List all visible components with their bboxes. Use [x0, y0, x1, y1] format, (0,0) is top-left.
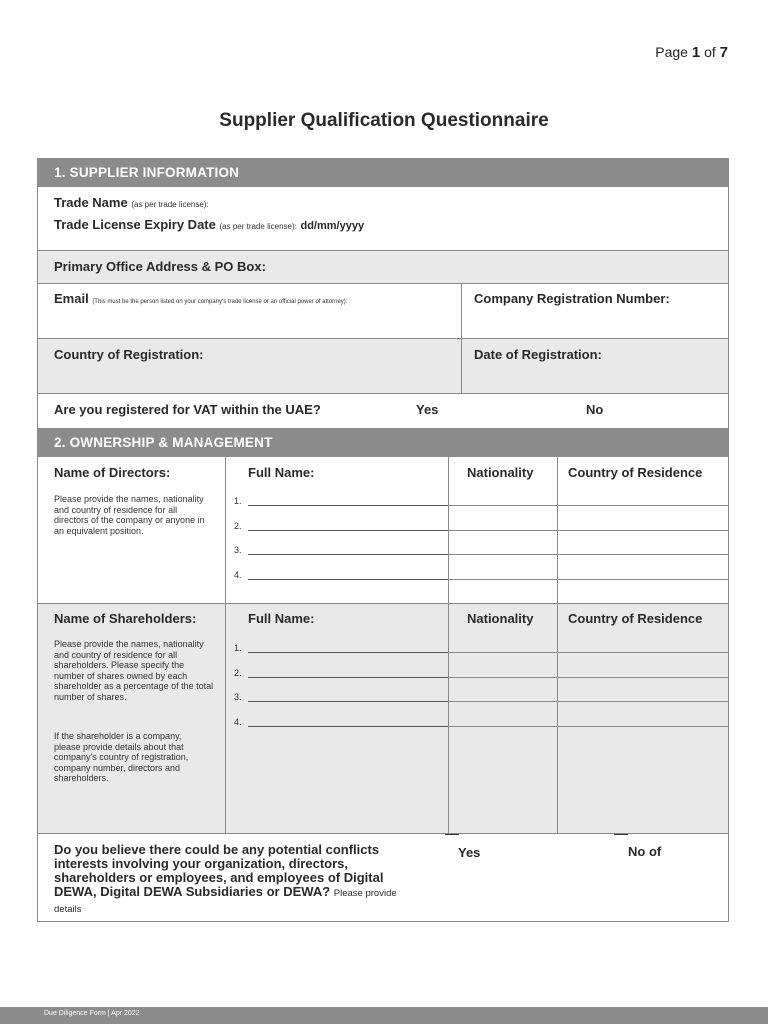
shareholders-residence-header: Country of Residence: [568, 611, 703, 626]
questionnaire-form: [37, 158, 729, 922]
directors-label: Name of Directors:: [54, 465, 171, 480]
shareholder-row-4-input[interactable]: [248, 726, 448, 727]
section-1-header: 1. SUPPLIER INFORMATION: [38, 159, 728, 187]
trade-name-field[interactable]: Trade Name (as per trade license):: [54, 195, 209, 210]
shareholders-help-text: Please provide the names, nationality and country of residence for all shareholders. Please specify the number of shares owned by each shareholder as a percentage of the total number of shares.: [54, 639, 214, 702]
shareholder-row-3-input[interactable]: [248, 701, 448, 702]
footer-text: Due Diligence Form | Apr 2022: [44, 1010, 140, 1017]
company-registration-number-field[interactable]: Company Registration Number:: [474, 291, 670, 306]
directors-residence-header: Country of Residence: [568, 465, 703, 480]
page-title: Supplier Qualification Questionnaire: [219, 110, 549, 131]
shareholders-full-name-header: Full Name:: [248, 611, 315, 626]
shareholders-label: Name of Shareholders:: [54, 611, 197, 626]
shareholder-row-4-number: 4.: [234, 717, 242, 727]
trade-license-expiry-field[interactable]: Trade License Expiry Date (as per trade license): dd/mm/yyyy: [54, 217, 365, 232]
directors-nationality-header: Nationality: [467, 465, 534, 480]
conflict-no-option[interactable]: No of: [628, 844, 662, 859]
shareholder-row-2-number: 2.: [234, 668, 242, 678]
vat-no-option[interactable]: No: [586, 402, 604, 417]
vat-question: Are you registered for VAT within the UAE?: [54, 402, 321, 417]
director-row-1-number: 1.: [234, 496, 242, 506]
director-row-4-number: 4.: [234, 570, 242, 580]
director-row-3-input[interactable]: [248, 554, 448, 555]
page-number: Page 1 of 7: [655, 44, 728, 61]
conflict-of-interest-question: Do you believe there could be any potential conflicts interests involving your organization, directors, shareholders or employees, and employees of Digital DEWA, Digital DEWA Subsidiaries or DEWA? Please provide details: [54, 842, 397, 915]
directors-help-text: Please provide the names, nationality and country of residence for all directors of the company or anyone in an equivalent position.: [54, 494, 205, 536]
vat-yes-option[interactable]: Yes: [416, 402, 439, 417]
section-2-header: 2. OWNERSHIP & MANAGEMENT: [38, 428, 728, 457]
directors-full-name-header: Full Name:: [248, 465, 315, 480]
shareholder-row-1-input[interactable]: [248, 652, 448, 653]
director-row-3-number: 3.: [234, 545, 242, 555]
shareholder-row-2-input[interactable]: [248, 677, 448, 678]
country-of-registration-field[interactable]: Country of Registration:: [54, 347, 204, 362]
date-of-registration-field[interactable]: Date of Registration:: [474, 347, 602, 362]
shareholder-row-3-number: 3.: [234, 692, 242, 702]
director-row-2-input[interactable]: [248, 530, 448, 531]
director-row-4-input[interactable]: [248, 579, 448, 580]
email-field[interactable]: Email (This must be the person listed on your company's trade license or an official power of attorney):: [54, 291, 348, 306]
shareholders-nationality-header: Nationality: [467, 611, 534, 626]
director-row-1-input[interactable]: [248, 505, 448, 506]
director-row-2-number: 2.: [234, 521, 242, 531]
shareholders-company-help-text: If the shareholder is a company, please provide details about that company's country of registration, company number, directors and shareholders.: [54, 731, 189, 783]
office-address-field[interactable]: Primary Office Address & PO Box:: [54, 259, 266, 274]
conflict-yes-option[interactable]: Yes: [458, 845, 481, 860]
shareholder-row-1-number: 1.: [234, 643, 242, 653]
